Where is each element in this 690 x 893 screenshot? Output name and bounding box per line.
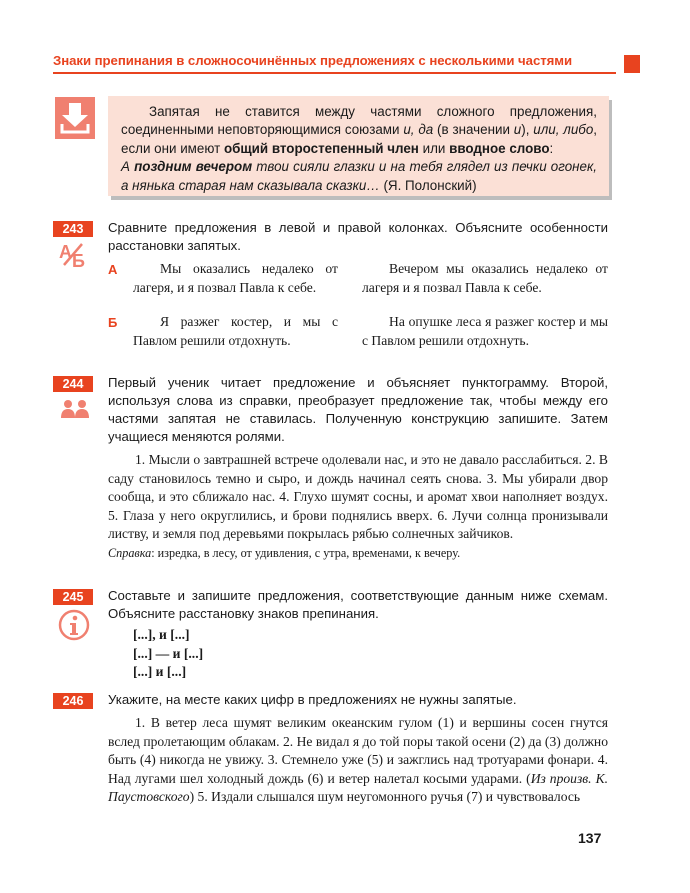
ex243-b-left: Я разжег костер, и мы с Павлом решили отдохнуть. bbox=[133, 314, 338, 348]
download-icon bbox=[55, 97, 95, 139]
exercise-245-task: Составьте и запишите предложения, соответствующие данным ниже схемам. Объясните расстановку знаков препинания. bbox=[108, 588, 608, 621]
page-number: 137 bbox=[578, 830, 602, 846]
svg-text:А: А bbox=[59, 242, 72, 262]
spravka-label: Справка bbox=[108, 545, 152, 560]
exercise-246-task: Укажите, на месте каких цифр в предложениях не нужны запятые. bbox=[108, 692, 517, 707]
scheme-item: [...] и [...] bbox=[133, 664, 187, 679]
row-letter-a: А bbox=[108, 262, 118, 277]
ex243-b-right: На опушке леса я разжег костер и мы с Павлом решили отдохнуть. bbox=[362, 314, 608, 348]
schemes-list bbox=[133, 626, 203, 682]
scheme-item: [...], и [...] bbox=[133, 627, 190, 642]
spelling-ab-icon bbox=[58, 241, 90, 269]
exercise-number-245: 245 bbox=[53, 589, 93, 605]
scheme-item: [...] — и [...] bbox=[133, 645, 204, 661]
svg-text:Б: Б bbox=[72, 251, 85, 269]
exercise-number-243: 243 bbox=[53, 221, 93, 237]
rule-text: Запятая не ставится между частями сложного предложения, соединенными неповторяющимися союзами и, да (в значении и), или, либо, если они имеют общий второстепенный член или вводное слово: А поздним вечером твои сияли глазки и на тебя глядел из печки огонек, а нянька старая нам сказывала сказки… (Я. Полонский) bbox=[121, 104, 598, 193]
info-icon bbox=[58, 609, 90, 641]
exercise-244-task: Первый ученик читает предложение и объясняет пунктограмму. Второй, используя слова из справки, преобразует предложение так, чтобы между его частями запятая не ставилась. Полученную конструкцию запишите. Затем учащиеся меняются ролями. bbox=[108, 375, 608, 444]
exercise-number-246: 246 bbox=[53, 693, 93, 709]
pair-work-icon bbox=[60, 399, 90, 419]
exercise-244-text: 1. Мысли о завтрашней встрече одолевали нас, и это не давало расслабиться. 2. В саду становилось темно и сыро, и дождь начинал сеять снова. 3. Мы убирали двор сообща, и это сближало нас. 4. Глухо шумят сосны, и аромат хвои наполняет воздух. 5. Глаза у него округлились, и брови поднялись вверх. 6. Лучи солнца пронизывали листву, и земля под деревьями покрылась рябью солнечных зайчиков. Справка: изредка, в лесу, от удивления, с утра, временами, к вечеру. bbox=[108, 452, 608, 560]
exercise-number-244: 244 bbox=[53, 376, 93, 392]
rule-example: А поздним вечером твои сияли глазки и на тебя глядел из печки огонек, а нянька старая нам сказывала сказки… bbox=[121, 159, 597, 193]
header-marker bbox=[624, 55, 640, 73]
section-title: Знаки препинания в сложносочинённых предложениях с несколькими частями bbox=[53, 53, 573, 68]
section-header bbox=[53, 52, 616, 74]
row-letter-b: Б bbox=[108, 315, 118, 330]
exercise-246-text: 1. В ветер леса шумят великим океанским гулом (1) и вершины сосен гнутся вслед пролетающим облакам. 2. Не видал я до той поры такой осени (2) да (3) должно быть (4) никогда не увижу. 3. Стемнело уже (5) и зажглись над тротуарами фонари. 4. Над лугами шел холодный дождь (6) и ветер налетал косыми ударами. (Из произв. К. Паустовского) 5. Издали слышался шум неугомонного ручья (7) и чувствовалось bbox=[108, 715, 608, 805]
exercise-243-task: Сравните предложения в левой и правой колонках. Объясните особенности расстановки запятых. bbox=[108, 220, 608, 253]
ex243-a-right: Вечером мы оказались недалеко от лагеря и я позвал Павла к себе. bbox=[362, 261, 608, 295]
ex243-a-left: Мы оказались недалеко от лагеря, и я позвал Павла к себе. bbox=[133, 261, 338, 295]
